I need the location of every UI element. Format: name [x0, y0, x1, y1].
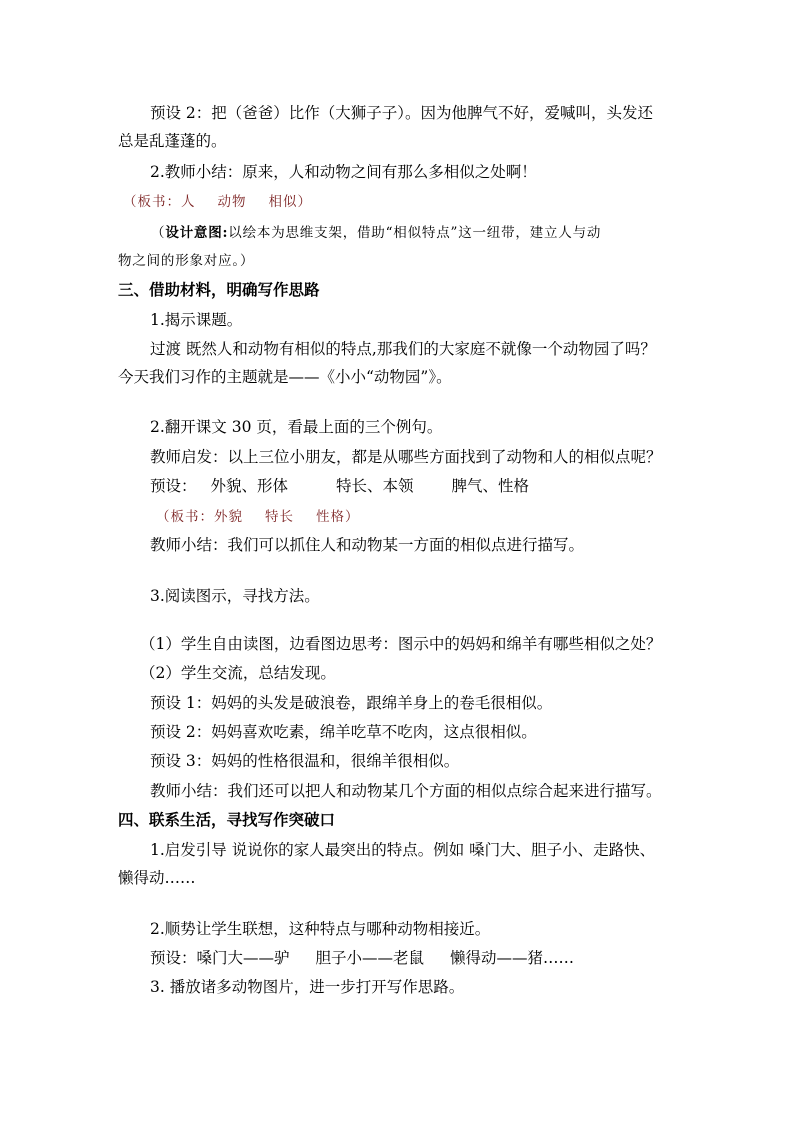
text: 外貌、形体 [210, 477, 289, 495]
design-intent-label: 设计意图: [165, 225, 229, 241]
paragraph-line [150, 162, 537, 182]
paragraph-line [150, 722, 537, 742]
text: 1.揭示课题。 [150, 311, 243, 329]
paragraph-line [150, 781, 662, 801]
text: 懒得动——猪…… [450, 949, 575, 967]
paragraph-line [118, 367, 452, 387]
paragraph-line [150, 919, 490, 939]
text: 2.翻开课文 30 页，看最上面的三个例句。 [150, 418, 443, 436]
section-heading [118, 810, 335, 830]
paragraph-line [150, 417, 442, 437]
blackboard-note [156, 507, 360, 527]
text: 懒得动…… [118, 869, 196, 887]
paragraph-line [150, 586, 320, 606]
text: 3. 播放诸多动物图片，进一步打开写作思路。 [150, 978, 465, 996]
text: 2.顺势让学生联想，这种特点与哪种动物相接近。 [150, 920, 491, 938]
paragraph-line [150, 339, 656, 359]
design-intent [118, 251, 254, 271]
text: 2.教师小结：原来，人和动物之间有那么多相似之处啊！ [150, 163, 537, 181]
text: 脾气、性格 [451, 477, 530, 495]
text: （1）学生自由读图，边看图边思考：图示中的妈妈和绵羊有哪些相似之处？ [140, 635, 662, 653]
text: 今天我们习作的主题就是——《小小“动物园”》。 [118, 368, 452, 386]
text: 1.启发引导 说说你的家人最突出的特点。例如 嗓门大、胆子小、走路快、 [150, 841, 656, 859]
text: 预设： [150, 477, 197, 495]
paragraph-line [150, 977, 464, 997]
paragraph-line [150, 103, 653, 123]
paragraph-line [150, 840, 655, 860]
board-text: 性格） [316, 509, 360, 525]
text: 预设 2：把（爸爸）比作（大狮子子）。因为他脾气不好，爱喊叫，头发还 [150, 104, 654, 122]
heading-text: 三、借助材料，明确写作思路 [118, 280, 320, 299]
text: 预设 2：妈妈喜欢吃素，绵羊吃草不吃肉，这点很相似。 [150, 723, 537, 741]
text: （2）学生交流，总结发现。 [140, 664, 336, 682]
board-text: 相似） [268, 194, 312, 210]
paragraph-line [140, 663, 336, 683]
text: 教师启发：以上三位小朋友，都是从哪些方面找到了动物和人的相似点呢？ [150, 448, 662, 466]
text: 物之间的形象对应。） [118, 253, 255, 269]
text: 预设：嗓门大——驴 [150, 949, 290, 967]
text: 过渡 既然人和动物有相似的特点,那我们的大家庭不就像一个动物园了吗？ [150, 340, 656, 358]
text: 特长、本领 [336, 477, 414, 495]
paragraph-line [150, 447, 662, 467]
section-heading [118, 280, 320, 300]
design-intent [151, 223, 601, 243]
text: 教师小结：我们还可以把人和动物某几个方面的相似点综合起来进行描写。 [150, 782, 662, 800]
paragraph-line [150, 751, 459, 771]
text: 教师小结：我们可以抓住人和动物某一方面的相似点进行描写。 [150, 536, 585, 554]
paragraph-line [150, 310, 242, 330]
text: （ [151, 225, 166, 241]
text: 预设 1：妈妈的头发是破浪卷，跟绵羊身上的卷毛很相似。 [150, 694, 553, 712]
paragraph-line [118, 868, 196, 888]
board-text: 特长 [265, 509, 294, 525]
text: 总是乱蓬蓬的。 [118, 132, 227, 150]
blackboard-note [123, 192, 312, 212]
text: 胆子小——老鼠 [315, 949, 425, 967]
board-text: 动物 [217, 194, 247, 210]
board-text: （板书：外貌 [156, 509, 243, 525]
paragraph-line [150, 476, 529, 496]
paragraph-line [150, 693, 552, 713]
heading-text: 四、联系生活，寻找写作突破口 [118, 810, 336, 829]
text: 以绘本为思维支架，借助“相似特点”这一纽带，建立人与动 [228, 225, 602, 241]
paragraph-line [150, 535, 584, 555]
paragraph-line [140, 634, 661, 654]
board-text: （板书：人 [123, 194, 196, 210]
paragraph-line [150, 948, 574, 968]
text: 3.阅读图示，寻找方法。 [150, 587, 320, 605]
text: 预设 3：妈妈的性格很温和，很绵羊很相似。 [150, 752, 460, 770]
paragraph-line [118, 131, 227, 151]
